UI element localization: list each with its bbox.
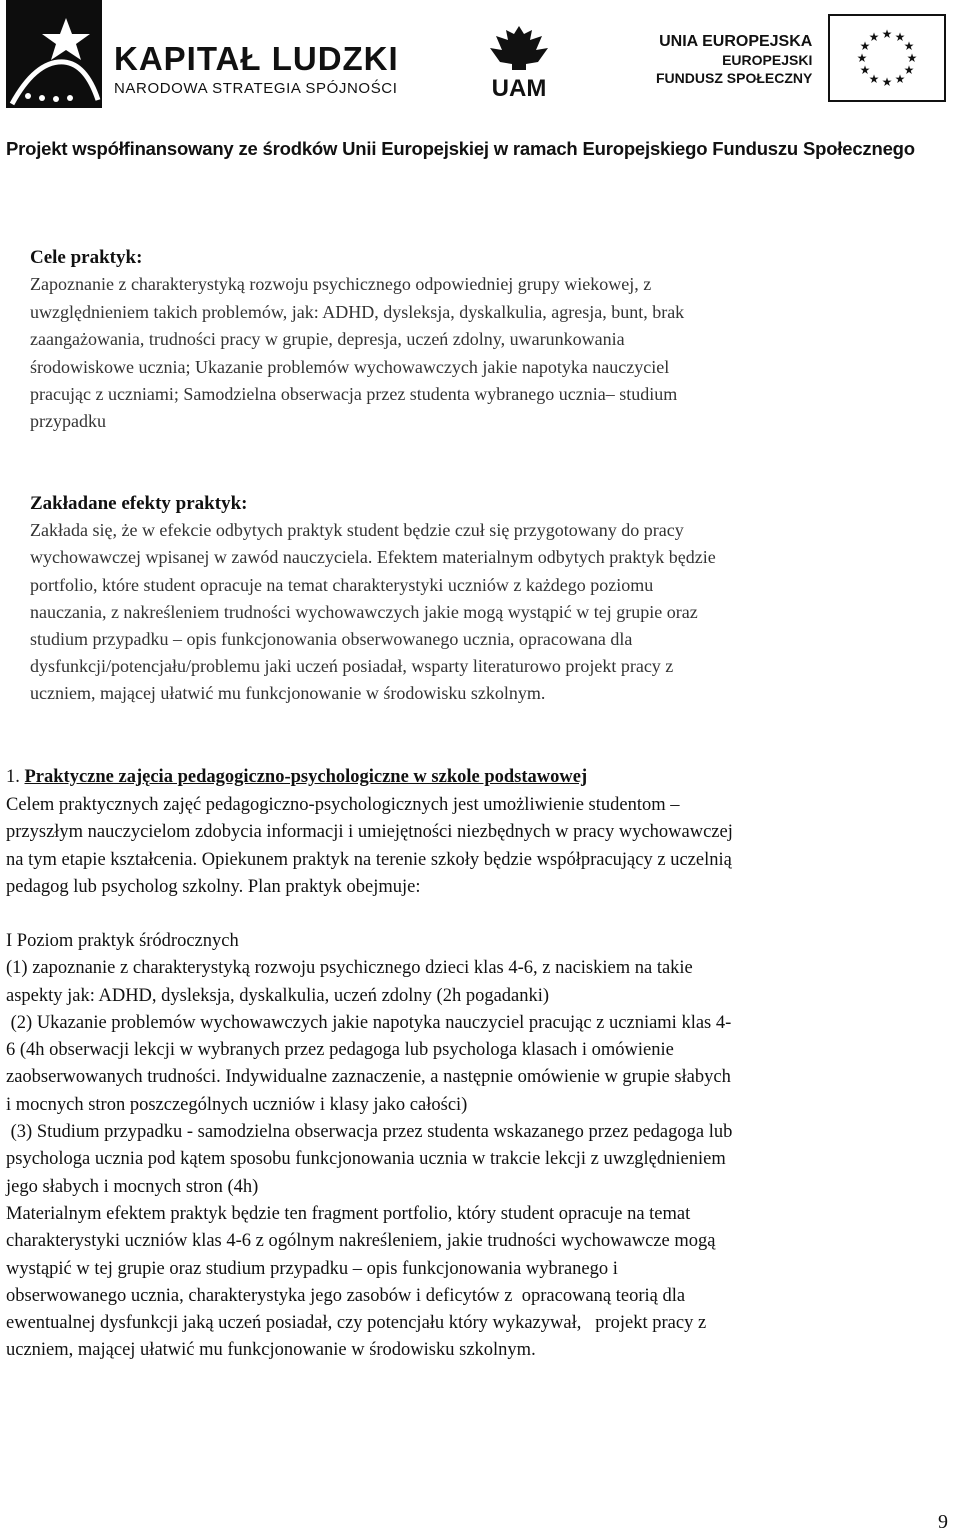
poziom-line: (1) zapoznanie z charakterystyką rozwoju psychicznego dzieci klas 4-6, z naciskiem na takie — [6, 958, 693, 979]
poziom-line: i mocnych stron poszczególnych uczniów i klasy jako całości) — [6, 1094, 468, 1115]
eu-fund-label — [656, 33, 812, 87]
poziom-section — [6, 928, 950, 1365]
poziom-line: zaobserwowanych trudności. Indywidualne zaznaczenie, a następnie omówienie w grupie słabych — [6, 1067, 731, 1088]
section-1-line: przyszłym nauczycielom zdobycia informacji i umiejętności niezbędnych w pracy wychowawczej — [6, 822, 733, 842]
eu-label-line-1: UNIA EUROPEJSKA — [659, 33, 813, 50]
cele-line: zaangażowania, trudności pracy w grupie, depresja, uczeń zdolny, uwarunkowania — [30, 329, 625, 350]
efekty-line: portfolio, które student opracuje na temat charakterystyki uczniów z każdego poziomu — [30, 574, 654, 595]
cele-line: przypadku — [30, 411, 106, 432]
cele-heading: Cele praktyk: — [30, 247, 143, 268]
poziom-line: (2) Ukazanie problemów wychowawczych jakie napotyka nauczyciel pracując z uczniami klas 4- — [6, 1012, 732, 1033]
kapital-ludzki-subtitle: NARODOWA STRATEGIA SPÓJNOŚCI — [114, 80, 398, 97]
svg-text:★: ★ — [881, 75, 893, 89]
poziom-line: uczniem, mającej ułatwić mu funkcjonowanie w środowisku szkolnym. — [6, 1340, 536, 1361]
svg-text:★: ★ — [894, 30, 906, 44]
kapital-ludzki-text — [114, 42, 399, 98]
svg-text:★: ★ — [856, 51, 868, 65]
svg-text:★: ★ — [859, 63, 871, 77]
project-cofinancing-line: Projekt współfinansowany ze środków Unii Europejskiej w ramach Europejskiego Funduszu Społecznego — [6, 138, 915, 159]
svg-text:★: ★ — [903, 63, 915, 77]
svg-text:★: ★ — [868, 30, 880, 44]
section-1-line: pedagog lub psycholog szkolny. Plan praktyk obejmuje: — [6, 877, 421, 897]
eu-label-line-3: FUNDUSZ SPOŁECZNY — [656, 70, 813, 86]
eu-flag-logo — [828, 14, 946, 102]
kapital-ludzki-logo — [6, 0, 102, 108]
svg-text:★: ★ — [881, 27, 893, 41]
svg-text:★: ★ — [894, 72, 906, 86]
poziom-line: obserwowanego ucznia, charakterystyka jego zasobów i deficytów z opracowaną teorią dla — [6, 1285, 686, 1306]
poziom-line: 6 (4h obserwacji lekcji w wybranych przez pedagoga lub psychologa klasach i omówienie — [6, 1040, 674, 1061]
efekty-line: studium przypadku – opis funkcjonowania obserwowanego ucznia, opracowana dla — [30, 629, 633, 650]
poziom-line: jego słabych i mocnych stron (4h) — [6, 1176, 259, 1197]
poziom-line: charakterystyki uczniów klas 4-6 z ogólnym nakreśleniem, jakie trudności wychowawcze mogą — [6, 1231, 716, 1252]
cele-line: Zapoznanie z charakterystyką rozwoju psychicznego odpowiedniej grupy wiekowej, z — [30, 274, 652, 295]
uam-logo — [486, 22, 552, 100]
poziom-line: aspekty jak: ADHD, dysleksja, dyskalkulia, uczeń zdolny (2h pogadanki) — [6, 985, 550, 1006]
svg-text:★: ★ — [903, 39, 915, 53]
efekty-section — [30, 490, 940, 708]
poziom-line: Materialnym efektem praktyk będzie ten fragment portfolio, który student opracuje na temat — [6, 1203, 691, 1224]
star-emblem-icon — [6, 0, 102, 108]
uam-label: UAM — [491, 75, 547, 100]
section-1-number: 1. — [6, 767, 20, 787]
efekty-line: uczniem, mającej ułatwić mu funkcjonowanie w środowisku szkolnym. — [30, 683, 546, 704]
svg-text:★: ★ — [906, 51, 918, 65]
svg-text:★: ★ — [859, 39, 871, 53]
section-1-line: na tym etapie kształcenia. Opiekunem praktyk na terenie szkoły będzie współpracujący z uczelnią — [6, 849, 732, 870]
efekty-line: nauczania, z nakreśleniem trudności wychowawczych jakie mogą wystąpić w tej grupie oraz — [30, 601, 698, 622]
section-1 — [6, 764, 946, 902]
efekty-heading: Zakładane efekty praktyk: — [30, 493, 248, 514]
poziom-line: (3) Studium przypadku - samodzielna obserwacja przez studenta wskazanego przez pedagoga lub — [6, 1122, 733, 1143]
efekty-line: wychowawczej wpisanej w zawód nauczyciela. Efektem materialnym odbytych praktyk będzie — [30, 547, 716, 568]
poziom-line: psychologa ucznia pod kątem sposobu funkcjonowania ucznia w trakcie lekcji z uwzględnieniem — [6, 1149, 726, 1170]
eu-stars-icon — [830, 16, 944, 100]
eu-label-line-2: EUROPEJSKI — [722, 52, 813, 68]
poziom-line: ewentualnej dysfunkcji jaką uczeń posiadał, czy potencjału który wykazywał, projekt pracy z — [6, 1313, 707, 1334]
poziom-line: I Poziom praktyk śródrocznych — [6, 931, 239, 951]
efekty-line: dysfunkcji/potencjału/problemu jaki uczeń posiadał, wsparty literaturowo projekt pracy z — [30, 656, 674, 677]
cele-line: uwzględnieniem takich problemów, jak: ADHD, dysleksja, dyskalkulia, agresja, bunt, brak — [30, 301, 685, 322]
poziom-line: wystąpić w tej grupie oraz studium przypadku – opis funkcjonowania wybranego i — [6, 1258, 618, 1279]
section-1-title: Praktyczne zajęcia pedagogiczno-psychologiczne w szkole podstawowej — [24, 767, 588, 787]
cele-section — [30, 244, 920, 436]
kapital-ludzki-title: KAPITAŁ LUDZKI — [114, 40, 399, 77]
section-1-line: Celem praktycznych zajęć pedagogiczno-psychologicznych jest umożliwienie studentom – — [6, 794, 680, 815]
efekty-line: Zakłada się, że w efekcie odbytych praktyk student będzie czuł się przygotowany do pracy — [30, 520, 684, 541]
eagle-emblem-icon — [486, 22, 552, 100]
section-1-heading — [6, 764, 946, 792]
cele-line: pracując z uczniami; Samodzielna obserwacja przez studenta wybranego ucznia– studium — [30, 384, 678, 405]
page-number: 9 — [938, 1511, 948, 1533]
svg-text:★: ★ — [868, 72, 880, 86]
cele-line: środowiskowe ucznia; Ukazanie problemów wychowawczych jakie napotyka nauczyciel — [30, 356, 670, 377]
